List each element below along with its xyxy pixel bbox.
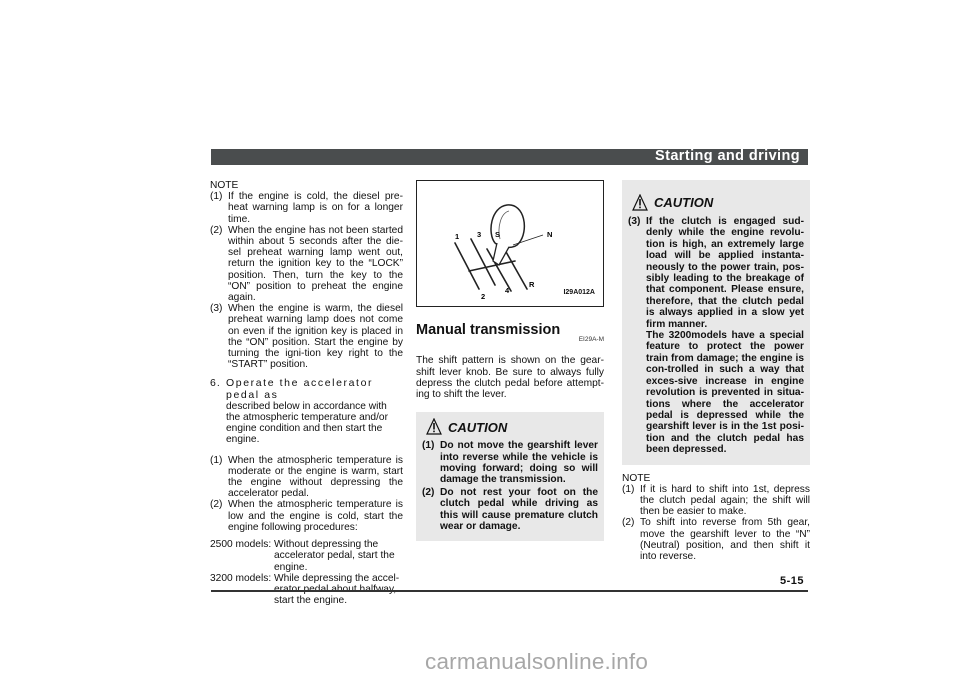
- section-header-bar: [211, 149, 808, 165]
- gear-label-r: R: [529, 280, 535, 289]
- note-text: When the engine is warm, the diesel preheat warning lamp does not come on even if the ignition key is placed in the “ON” position. Start the engine by turning the igni-tion key right to the “START” position.: [228, 303, 403, 371]
- note-number: (1): [622, 483, 635, 495]
- caution-number: (1): [422, 440, 435, 452]
- model-item: [210, 539, 403, 573]
- caution-number: (3): [628, 216, 641, 227]
- right-column: [622, 180, 810, 562]
- caution-text: If the clutch is engaged sud-denly while the engine revolu-tion is high, an extremely large load will be applied instanta-neously to the power train, pos-sibly leading to the breakage of that component. Please ensure, therefore, that the clutch pedal is always applied in a slow yet firm manner.: [646, 216, 804, 330]
- note-text: To shift into reverse from 5th gear, move the gearshift lever to the “N” (Neutral) position, and then shift it into reverse.: [640, 517, 810, 562]
- gear-label-3: 3: [477, 230, 482, 239]
- note-item: [622, 484, 810, 518]
- note-item: [210, 191, 403, 225]
- condition-text: When the atmospheric temperature is moderate or the engine is warm, start the engine without depressing the accelerator pedal.: [228, 454, 403, 500]
- condition-item: [210, 455, 403, 500]
- caution-text-wrap: [646, 216, 804, 456]
- note-item: [210, 303, 403, 370]
- caution-item: [628, 216, 804, 456]
- step-text-first: Operate the accelerator pedal as: [226, 377, 374, 401]
- warning-icon: [426, 418, 442, 436]
- note-text: If it is hard to shift into 1st, depress the clutch pedal again; the shift will then be easier to make.: [640, 483, 810, 518]
- note-number: (2): [622, 517, 635, 529]
- model-text: Without depressing the accelerator pedal, start the engine.: [274, 539, 395, 573]
- caution-header: [632, 194, 804, 212]
- gear-label-2: 2: [481, 292, 486, 301]
- condition-number: (1): [210, 454, 223, 466]
- note-item: [210, 225, 403, 303]
- caution-box: [622, 180, 810, 465]
- gear-label-s: S: [495, 230, 501, 239]
- caution-header: [426, 418, 598, 436]
- condition-number: (2): [210, 499, 223, 511]
- note-label: NOTE: [210, 180, 239, 191]
- page-number: 5-15: [780, 575, 805, 587]
- middle-column: [416, 180, 604, 541]
- gear-label-n: N: [547, 230, 553, 239]
- note-number: (3): [210, 303, 223, 315]
- gear-label-4: 4: [505, 286, 510, 295]
- left-column: [210, 180, 403, 606]
- gear-label-1: 1: [455, 232, 460, 241]
- figure-label: I29A012A: [563, 288, 595, 296]
- note-text: When the engine has not been started within about 5 seconds after the die-sel preheat warning lamp went out, return the ignition key to the “LOCK” position. Then, turn the key to the “ON” position to preheat the engine again.: [228, 224, 403, 304]
- condition-item: [210, 499, 403, 533]
- caution-text: Do not move the gearshift lever into reverse while the vehicle is moving forward; doing so will damage the transmission.: [440, 440, 598, 486]
- note-number: (2): [210, 224, 223, 236]
- caution-text-feature: The 3200models have a special feature to protect the power train from damage; the engine is con-trolled in such a way that exces-sive increase in engine revolution is prevented in situa-tions where the accelerator pedal is depressed while the gearshift lever is in the 1st posi-tion and the clutch pedal has been depressed.: [646, 330, 804, 456]
- caution-body: [422, 440, 598, 532]
- caution-text: Do not rest your foot on the clutch pedal while driving as this will cause premature clutch wear or damage.: [440, 486, 598, 533]
- step-text: [226, 378, 403, 445]
- note-number: (1): [210, 191, 223, 203]
- caution-box: [416, 412, 604, 541]
- note-item: [622, 517, 810, 562]
- step-text-rest: described below in accordance with the atmospheric temperature and/or engine condition and then start the engine.: [226, 400, 388, 446]
- note-label: NOTE: [622, 472, 651, 484]
- step-number: 6.: [210, 377, 221, 390]
- model-label: 3200 models:: [210, 572, 274, 584]
- gearshift-pattern-figure: [416, 180, 604, 307]
- shift-paragraph: The shift pattern is shown on the gear-shift lever knob. Be sure to always fully depress the clutch pedal before attempt-ing to shift the lever.: [416, 355, 604, 401]
- model-label: 2500 models:: [210, 539, 274, 551]
- section-title: Manual transmission: [416, 322, 561, 338]
- condition-text: When the atmospheric temperature is low and the engine is cold, start the engine following procedures:: [228, 499, 403, 533]
- section-code: EI29A-M: [578, 336, 604, 344]
- caution-item: [422, 487, 598, 533]
- caution-title: CAUTION: [654, 195, 714, 211]
- caution-body: [628, 216, 804, 456]
- model-text: While depressing the accel- start the engine.: [274, 572, 400, 607]
- footer-rule: [211, 590, 808, 592]
- step-6: [210, 378, 403, 445]
- caution-title: CAUTION: [448, 419, 508, 435]
- caution-number: (2): [422, 486, 435, 498]
- warning-icon: [632, 194, 648, 212]
- caution-item: [422, 440, 598, 486]
- note-text: If the engine is cold, the diesel pre-heat warning lamp is on for a longer time.: [228, 191, 403, 225]
- watermark-text: carmanualsonline.info: [425, 649, 649, 674]
- section-header-title: Starting and driving: [655, 148, 800, 164]
